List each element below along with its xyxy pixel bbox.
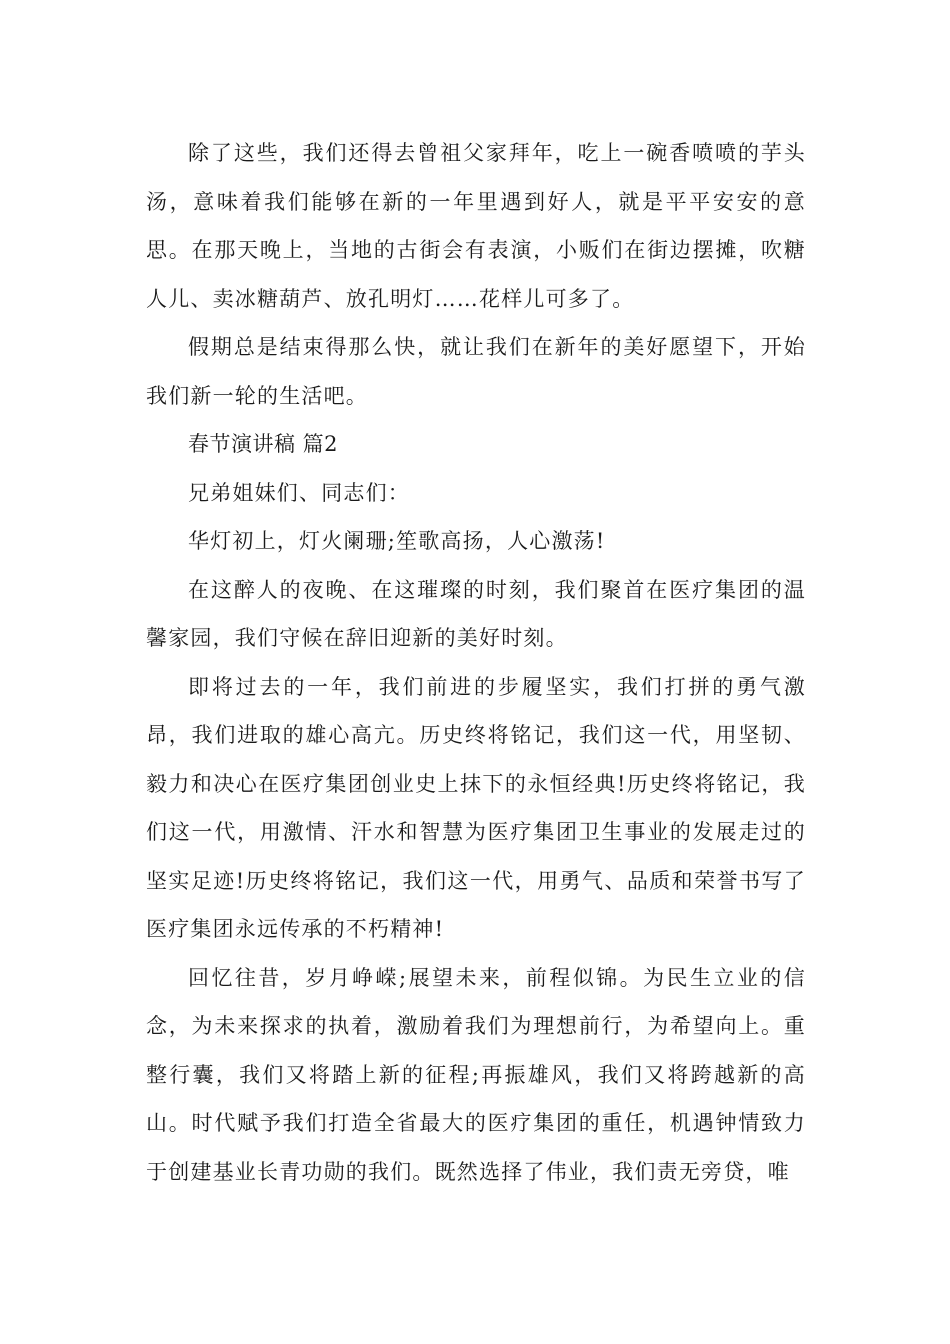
paragraph-gathering: 在这醉人的夜晚、在这璀璨的时刻，我们聚首在医疗集团的温馨家园，我们守候在辞旧迎新的美好时刻。 — [146, 577, 806, 650]
paragraph-opening-line: 华灯初上，灯火阑珊;笙歌高扬，人心激荡! — [188, 529, 606, 553]
document-body — [146, 129, 806, 1196]
paragraph-past-year: 即将过去的一年，我们前进的步履坚实，我们打拼的勇气激昂，我们进取的雄心高亢。历史终将铭记，我们这一代，用坚韧、毅力和决心在医疗集团创业史上抹下的永恒经典!历史终将铭记，我们这一代，用激情、汗水和智慧为医疗集团卫生事业的发展走过的坚实足迹!历史终将铭记，我们这一代，用勇气、品质和荣誉书写了医疗集团永远传承的不朽精神! — [146, 674, 806, 941]
paragraph-salutation: 兄弟姐妹们、同志们： — [188, 480, 410, 505]
paragraph-future-outlook: 回忆往昔，岁月峥嵘;展望未来，前程似锦。为民生立业的信念，为未来探求的执着，激励着我们为理想前行，为希望向上。重整行囊，我们又将踏上新的征程;再振雄风，我们又将跨越新的高山。时代赋予我们打造全省最大的医疗集团的重任，机遇钟情致力于创建基业长青功勋的我们。既然选择了伟业，我们责无旁贷，唯 — [146, 965, 806, 1184]
paragraph-holiday-ending: 假期总是结束得那么快，就让我们在新年的美好愿望下，开始我们新一轮的生活吧。 — [146, 335, 806, 408]
section-heading: 春节演讲稿 篇2 — [188, 432, 339, 456]
paragraph-new-year-customs: 除了这些，我们还得去曾祖父家拜年，吃上一碗香喷喷的芋头汤，意味着我们能够在新的一年里遇到好人，就是平平安安的意思。在那天晚上，当地的古街会有表演，小贩们在街边摆摊，吹糖人儿、卖冰糖葫芦、放孔明灯……花样儿可多了。 — [146, 141, 806, 311]
